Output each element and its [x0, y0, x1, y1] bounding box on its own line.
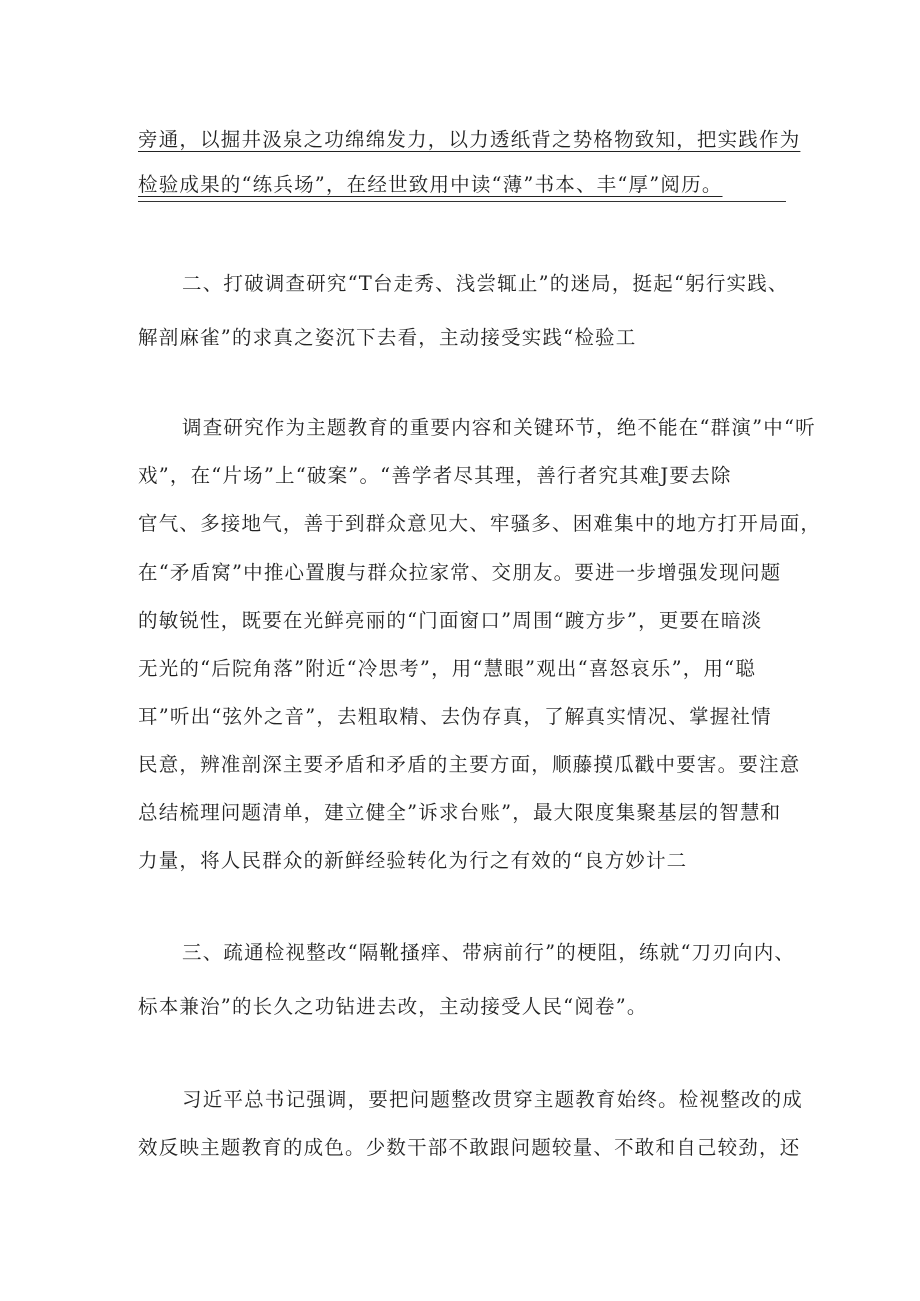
para-2-line-10: 力量，将人民群众的新鲜经验转化为行之有效的“良方妙计二: [138, 849, 688, 872]
para-2-line-3: 官气、多接地气，善于到群众意见大、牢骚多、困难集中的地方打开局面，: [138, 512, 822, 535]
para-2-line-6: 无光的“后院角落”附近“冷思考”，用“慧眼”观出“喜怒哀乐”，用“聪: [138, 657, 757, 680]
para-2-line-7: 耳”听出“弦外之音”，去粗取精、去伪存真，了解真实情况、掌握社情: [138, 705, 772, 728]
para-3-line-1: 习近平总书记强调，要把问题整改贯穿主题教育始终。检视整改的成: [182, 1088, 804, 1111]
heading-2-line-2: 解剖麻雀”的求真之姿沉下去看，主动接受实践“检验工: [138, 326, 637, 349]
para-3-line-2: 效反映主题教育的成色。少数干部不敢跟问题较量、不敢和自己较劲，还: [138, 1136, 801, 1159]
para-2-line-9: 总结梳理问题清单，建立健全”诉求台账”，最大限度集聚基层的智慧和: [138, 801, 782, 824]
para-2-line-5: 的敏锐性，既要在光鲜亮丽的“门面窗口”周围“踱方步”，更要在暗淡: [138, 609, 763, 632]
para-2-line-4: 在“矛盾窝”中推心置腹与群众拉家常、交朋友。要进一步增强发现问题: [138, 561, 782, 584]
underline-rule: [138, 201, 786, 202]
heading-2-line-1: 二、打破调查研究“T台走秀、浅尝辄止”的迷局，挺起“躬行实践、: [182, 272, 789, 295]
para-2-line-2: 戏”，在“片场”上“破案”。“善学者尽其理，善行者究其难J要去除: [138, 464, 732, 487]
para-2-line-8: 民意，辨准剖深主要矛盾和矛盾的主要方面，顺藤摸瓜戳中要害。要注意: [138, 753, 801, 776]
heading-3-line-2: 标本兼治”的长久之功钻进去改，主动接受人民“阅卷”。: [138, 995, 648, 1018]
intro-line-2: 检验成果的“练兵场”，在经世致用中读“薄”书本、丰“厚”阅历。: [138, 173, 723, 196]
heading-3-line-1: 三、疏通检视整改“隔靴搔痒、带病前行”的梗阻，练就“刀刃向内、: [182, 941, 796, 964]
para-2-line-1: 调查研究作为主题教育的重要内容和关键环节，绝不能在“群演”中“听: [182, 416, 816, 439]
intro-line-1: 旁通，以掘井汲泉之功绵绵发力，以力透纸背之势格物致知，把实践作为: [138, 128, 801, 151]
